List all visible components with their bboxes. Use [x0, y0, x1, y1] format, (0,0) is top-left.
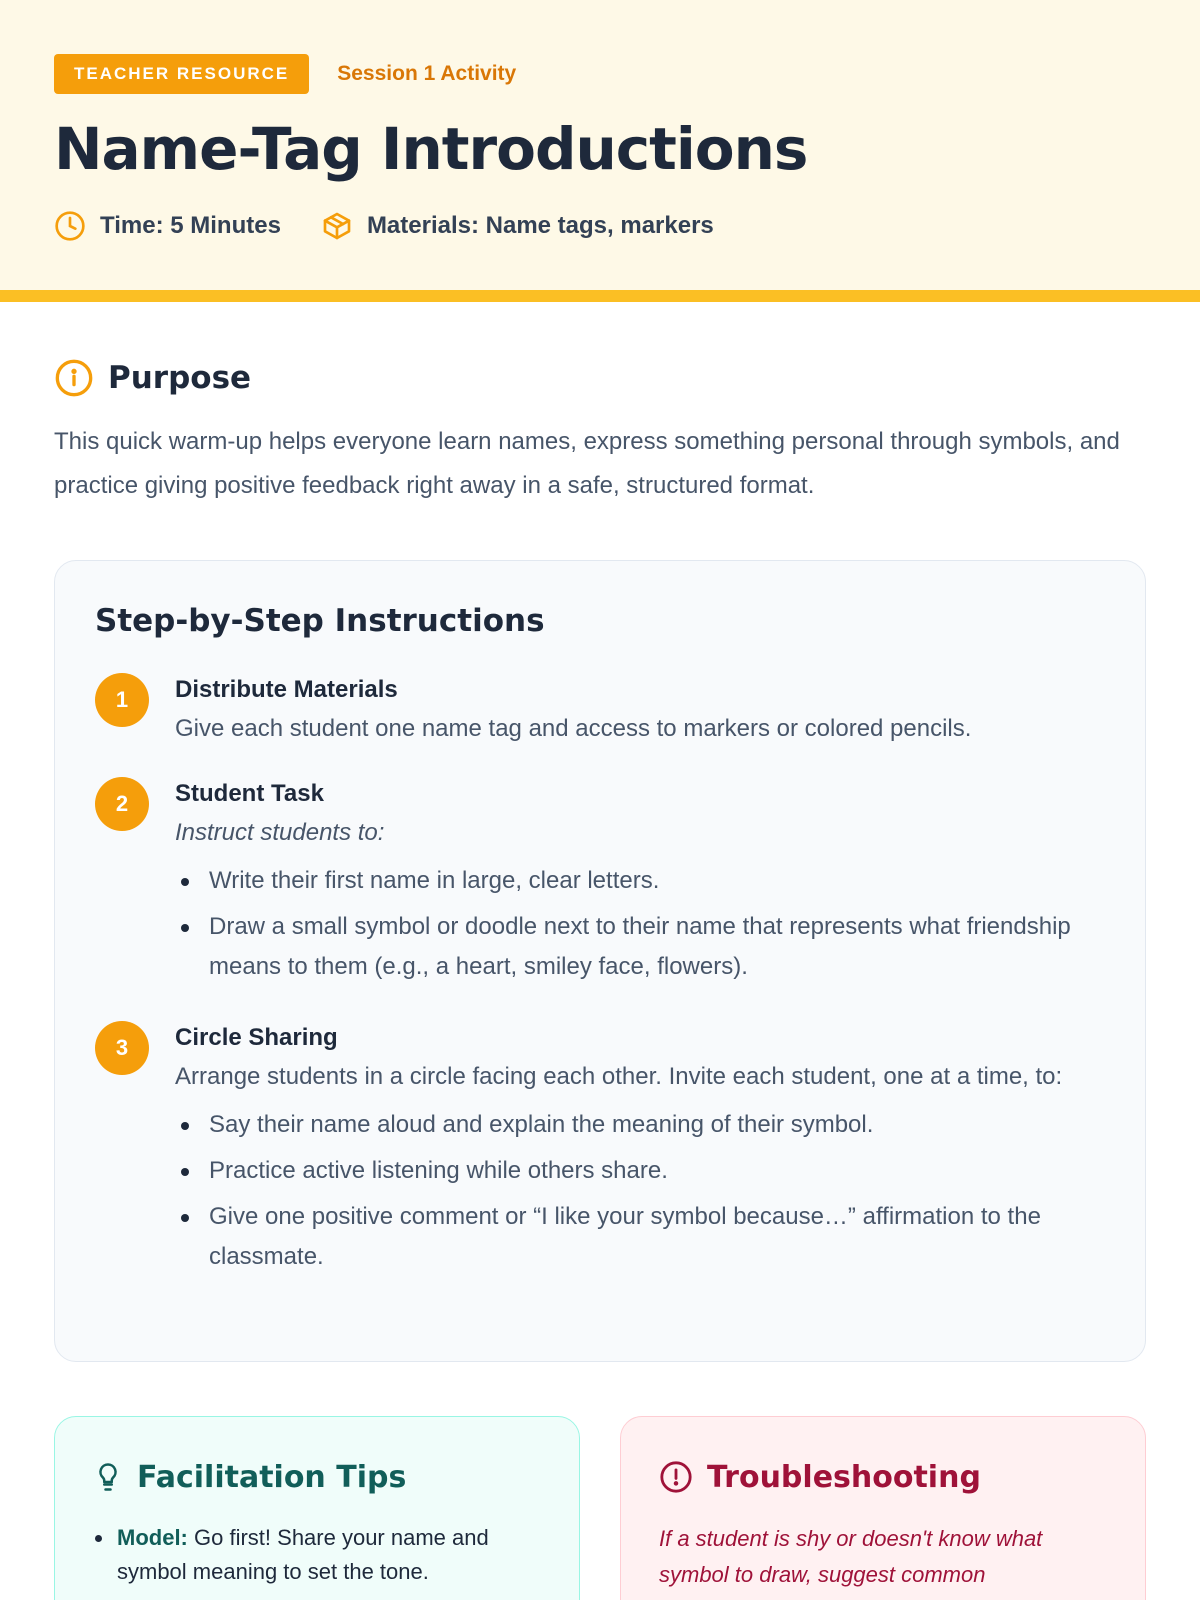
- package-icon: [321, 210, 353, 242]
- step-2: [95, 777, 1105, 993]
- step-title: Distribute Materials: [175, 676, 398, 703]
- list-item: Practice active listening while others share.: [175, 1151, 1105, 1191]
- session-label: Session 1 Activity: [337, 62, 517, 85]
- step-description: Arrange students in a circle facing each other. Invite each student, one at a time, to:: [175, 1063, 1063, 1090]
- step-1: [95, 673, 1105, 749]
- troubleshooting-panel: [620, 1416, 1146, 1600]
- activity-meta: [54, 206, 1146, 246]
- header-badges: [54, 54, 1146, 94]
- alert-circle-icon: [659, 1460, 693, 1494]
- main-content: [0, 358, 1200, 1600]
- time-meta: [54, 210, 281, 242]
- tips-heading: [93, 1457, 541, 1497]
- lightbulb-icon: [93, 1460, 123, 1494]
- purpose-text: This quick warm-up helps everyone learn names, express something personal through symbols, and practice giving positive feedback right away in a safe, structured format.: [54, 428, 1120, 499]
- steps-card: [54, 560, 1146, 1362]
- troubleshooting-text: If a student is shy or doesn't know what symbol to draw, suggest common: [659, 1526, 1043, 1587]
- step-description: Instruct students to:: [175, 819, 385, 846]
- tip-text: Go first! Share your name and symbol meaning to set the tone.: [117, 1525, 489, 1584]
- step-description: Give each student one name tag and access to markers or colored pencils.: [175, 715, 972, 742]
- list-item: Write their first name in large, clear letters.: [175, 861, 1105, 901]
- page-title: Name-Tag Introductions: [54, 115, 808, 183]
- step-body: [175, 673, 1105, 749]
- step-title: Circle Sharing: [175, 1024, 338, 1051]
- list-item: Give one positive comment or “I like your symbol because…” affirmation to the classmate.: [175, 1197, 1105, 1277]
- step-number: 3: [95, 1021, 149, 1075]
- purpose-heading: [54, 358, 1146, 398]
- tip-label: Model:: [117, 1525, 188, 1550]
- header: [0, 0, 1200, 302]
- step-title: Student Task: [175, 780, 324, 807]
- list-item: Say their name aloud and explain the meaning of their symbol.: [175, 1105, 1105, 1145]
- step-3: [95, 1021, 1105, 1283]
- materials-text: Materials: Name tags, markers: [366, 212, 714, 239]
- facilitation-tips-panel: [54, 1416, 580, 1600]
- info-icon: [54, 358, 94, 398]
- tips-list: [93, 1521, 541, 1589]
- step-number: 2: [95, 777, 149, 831]
- time-text: Time: 5 Minutes: [100, 212, 281, 239]
- clock-icon: [54, 210, 86, 242]
- troubleshooting-title: Troubleshooting: [707, 1459, 981, 1495]
- step-number: 1: [95, 673, 149, 727]
- list-item: Draw a small symbol or doodle next to their name that represents what friendship means to them (e.g., a heart, smiley face, flowers).: [175, 907, 1105, 987]
- step-body: [175, 777, 1105, 993]
- step-bullets: [175, 861, 1105, 987]
- purpose-title: Purpose: [108, 360, 252, 396]
- list-item: [93, 1521, 541, 1589]
- steps-heading: Step-by-Step Instructions: [95, 603, 545, 639]
- tips-title: Facilitation Tips: [137, 1459, 407, 1495]
- bottom-panels: [54, 1416, 1146, 1600]
- step-bullets: [175, 1105, 1105, 1277]
- step-body: [175, 1021, 1105, 1283]
- teacher-resource-badge: TEACHER RESOURCE: [54, 54, 309, 94]
- materials-meta: [321, 210, 714, 242]
- troubleshooting-heading: [659, 1457, 1107, 1497]
